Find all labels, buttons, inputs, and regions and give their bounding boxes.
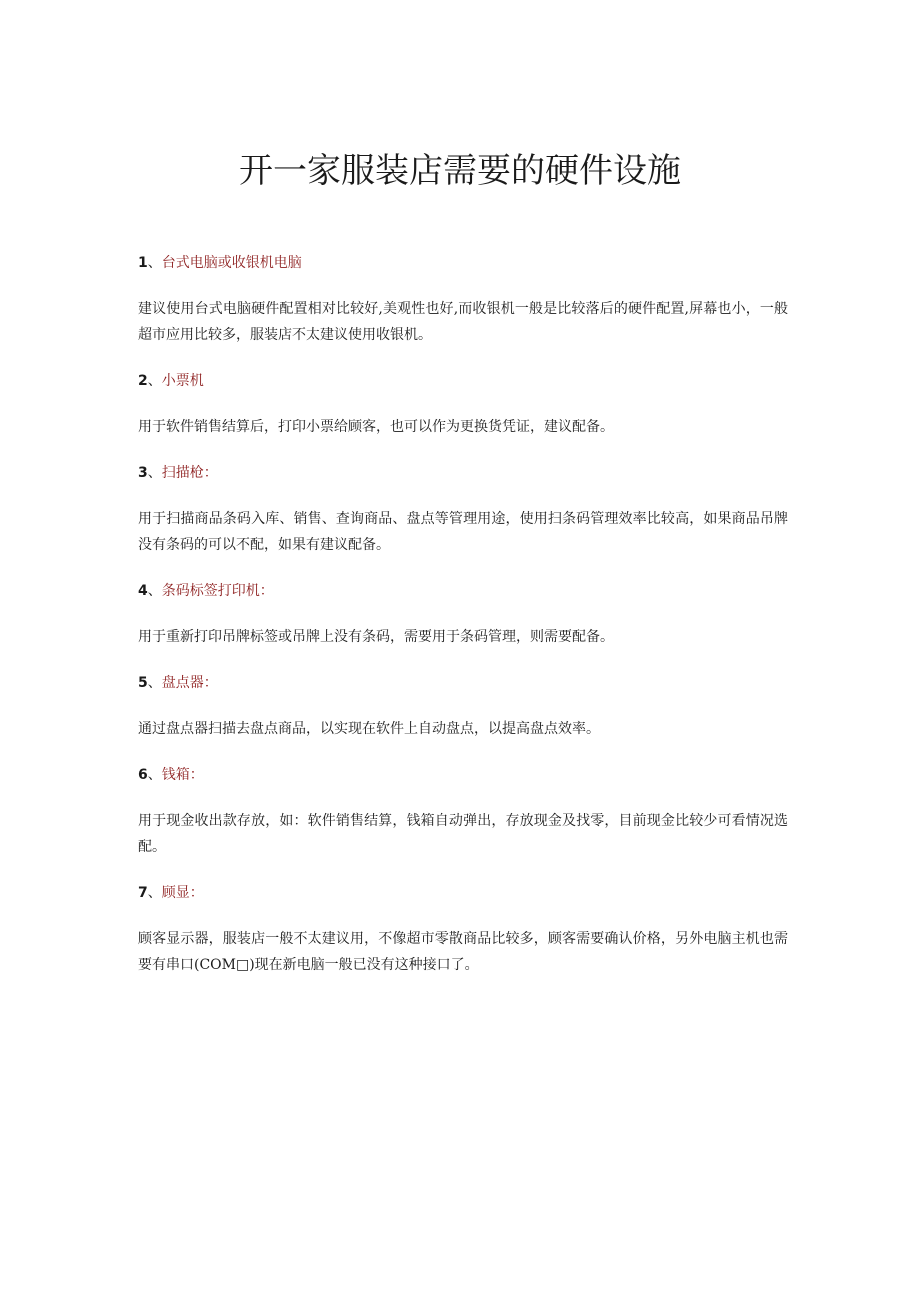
section-heading-text: 顾显： (161, 885, 204, 901)
section-body: 用于软件销售结算后，打印小票给顾客，也可以作为更换货凭证，建议配备。 (138, 419, 614, 435)
section-number: 6 (138, 767, 148, 783)
section-heading-text: 扫描枪： (161, 465, 218, 481)
section-heading-text: 钱箱： (161, 767, 204, 783)
section-body: 用于现金收出款存放，如：软件销售结算，钱箱自动弹出，存放现金及找零，目前现金比较少可看情况选配。 (138, 813, 788, 855)
section-number: 5 (138, 675, 148, 691)
section-separator: 、 (147, 675, 162, 691)
section-5 (138, 670, 788, 742)
section-body: 建议使用台式电脑硬件配置相对比较好,美观性也好,而收银机一般是比较落后的硬件配置,屏幕也小，一般超市应用比较多，服装店不太建议使用收银机。 (138, 301, 788, 343)
section-body: 顾客显示器，服装店一般不太建议用，不像超市零散商品比较多，顾客需要确认价格，另外电脑主机也需要有串口(COM□)现在新电脑一般已没有这种接口了。 (138, 931, 788, 973)
section-heading-text: 小票机 (161, 373, 204, 389)
section-3 (138, 460, 788, 558)
section-heading (138, 880, 788, 906)
section-separator: 、 (147, 465, 162, 481)
section-separator: 、 (147, 373, 162, 389)
section-number: 7 (138, 885, 148, 901)
section-2 (138, 368, 788, 440)
page-title: 开一家服装店需要的硬件设施 (239, 151, 681, 191)
section-separator: 、 (147, 885, 162, 901)
section-heading (138, 250, 788, 276)
section-7 (138, 880, 788, 978)
section-separator: 、 (147, 255, 162, 271)
section-heading-text: 台式电脑或收银机电脑 (161, 255, 302, 271)
section-number: 2 (138, 373, 148, 389)
section-number: 4 (138, 583, 148, 599)
section-number: 3 (138, 465, 148, 481)
section-heading (138, 460, 788, 486)
section-number: 1 (138, 255, 148, 271)
section-heading (138, 368, 788, 394)
section-heading-text: 盘点器： (161, 675, 218, 691)
section-separator: 、 (147, 583, 162, 599)
section-body: 用于扫描商品条码入库、销售、查询商品、盘点等管理用途，使用扫条码管理效率比较高，如果商品吊牌没有条码的可以不配，如果有建议配备。 (138, 511, 788, 553)
section-heading (138, 578, 788, 604)
document-content (138, 250, 788, 998)
section-heading-text: 条码标签打印机： (161, 583, 274, 599)
section-heading (138, 670, 788, 696)
section-6 (138, 762, 788, 860)
section-4 (138, 578, 788, 650)
section-body: 用于重新打印吊牌标签或吊牌上没有条码，需要用于条码管理，则需要配备。 (138, 629, 614, 645)
section-1 (138, 250, 788, 348)
section-heading (138, 762, 788, 788)
section-body: 通过盘点器扫描去盘点商品，以实现在软件上自动盘点，以提高盘点效率。 (138, 721, 600, 737)
section-separator: 、 (147, 767, 162, 783)
